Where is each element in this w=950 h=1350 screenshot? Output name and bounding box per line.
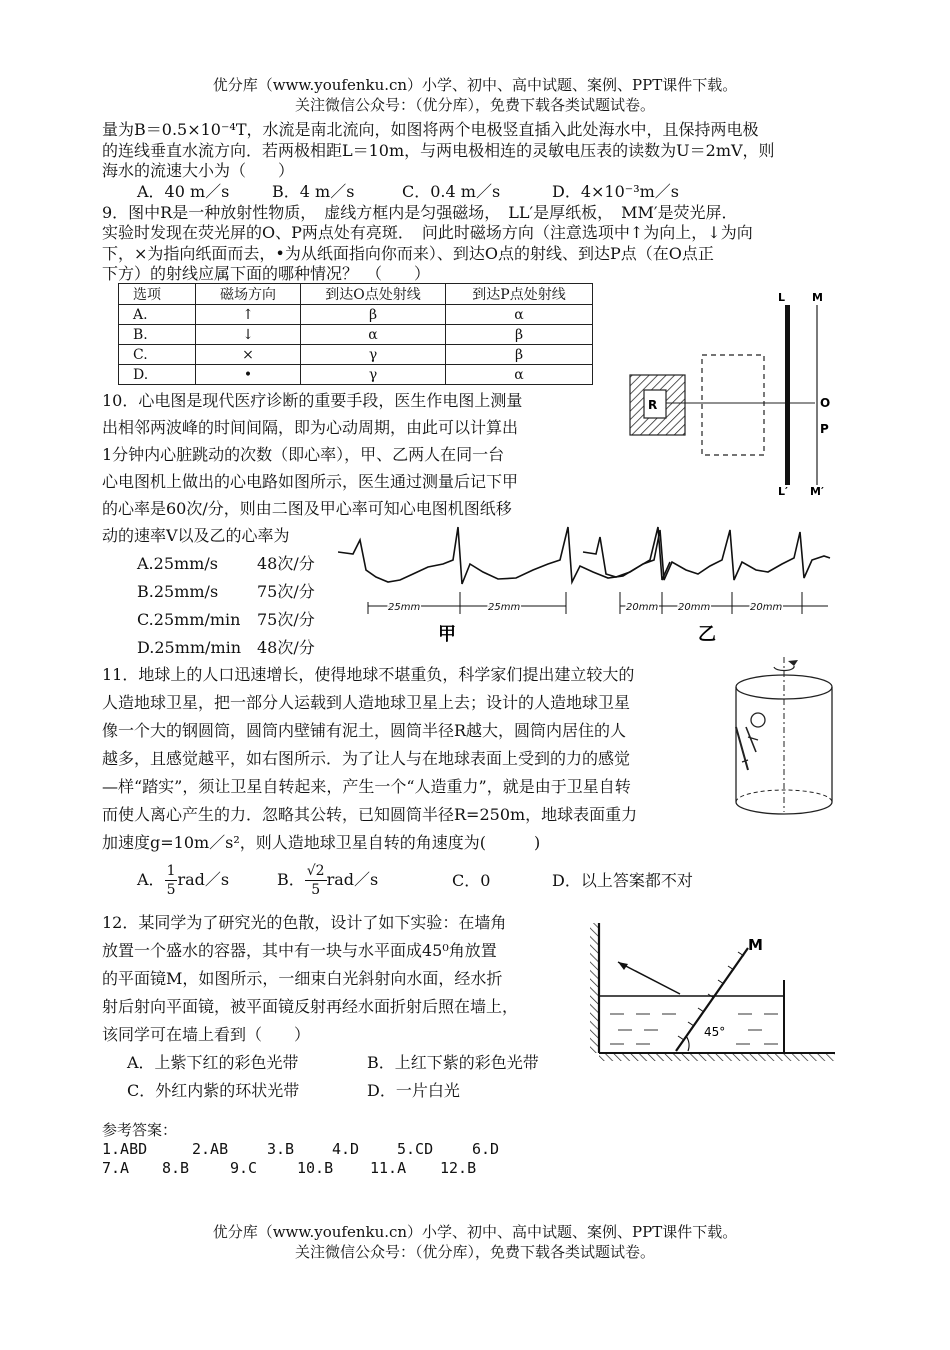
q11-line-4: 越多，且感觉越平，如右图所示．为了让人与在地球表面上受到的力的感觉	[102, 749, 631, 768]
q10-option-c-speed: C.25mm/min	[137, 610, 241, 629]
table-cell: α	[301, 325, 446, 345]
person-arm-icon	[748, 737, 758, 740]
q8-line-1: 量为B＝0.5×10⁻⁴T，水流是南北流向，如图将两个电极竖直插入此处海水中，且保持两电极	[102, 120, 759, 139]
header-line-2: 关注微信公众号：（优分库），免费下载各类试题试卷。	[294, 96, 655, 114]
table-cell: B.	[119, 325, 196, 345]
answer-item: 9.C	[230, 1159, 258, 1177]
unit: rad／s	[177, 870, 230, 889]
table-cell: γ	[301, 345, 446, 365]
label-l: L	[778, 291, 786, 304]
q11-line-5: —样“踏实”，须让卫星自转起来，产生一个“人造重力”，就是由于卫星自转	[102, 777, 631, 796]
label-l-prime: L′	[778, 485, 788, 498]
q9-line-1: 9．图中R是一种放射性物质， 虚线方框内是匀强磁场， LL′是厚纸板， MM′是荧光屏．	[102, 203, 738, 222]
answer-item: 4.D	[332, 1140, 360, 1158]
denominator: 5	[311, 882, 321, 898]
answer-item: 2.AB	[192, 1140, 229, 1158]
fraction	[305, 862, 327, 899]
table-cell: •	[196, 365, 301, 385]
q11-line-2: 人造地球卫星，把一部分人运载到人造地球卫星上去；设计的人造地球卫星	[102, 693, 631, 712]
dim-label-yi-2: 20mm	[678, 602, 711, 613]
q11-option-b-prefix: B．	[277, 870, 305, 889]
angle-arc	[686, 1036, 689, 1051]
q10-option-a-speed: A.25mm/s	[137, 554, 218, 573]
table-row	[119, 345, 593, 365]
cardboard-ll	[785, 305, 790, 485]
q12-line-3: 的平面镜M，如图所示，一细束白光斜射向水面，经水折	[102, 969, 503, 988]
q12-option-b: B．上红下紫的彩色光带	[367, 1053, 539, 1072]
q10-option-c-rate: 75次/分	[257, 610, 315, 629]
label-jia: 甲	[438, 624, 456, 645]
label-m: M	[748, 936, 763, 954]
q10-line-5: 的心率是60次/分，则由二图及甲心率可知心电图机图纸移	[102, 499, 512, 518]
q10-line-6: 动的速率V以及乙的心率为	[102, 526, 290, 545]
magnetic-field-region	[702, 355, 764, 455]
answer-item: 7.A	[102, 1159, 130, 1177]
label-o: O	[820, 396, 831, 410]
unit: rad／s	[326, 870, 379, 889]
q10-ecg-figure	[338, 522, 838, 654]
ecg-trace-yi	[583, 530, 830, 580]
label-yi: 乙	[698, 624, 716, 645]
answer-item: 5.CD	[397, 1140, 434, 1158]
dim-label-yi-3: 20mm	[750, 602, 783, 613]
angle-label: 45°	[704, 1025, 726, 1039]
table-header: 到达P点处射线	[446, 284, 593, 305]
table-header: 磁场方向	[196, 284, 301, 305]
q11-cylinder-figure	[728, 652, 840, 824]
label-m: M	[812, 291, 823, 304]
table-header: 选项	[119, 284, 196, 305]
table-cell: A.	[119, 305, 196, 325]
table-cell: C.	[119, 345, 196, 365]
q11-option-c: C．0	[452, 871, 491, 890]
q10-option-d-rate: 48次/分	[257, 638, 315, 657]
dim-label-yi-1: 20mm	[626, 602, 659, 613]
q11-line-6: 而使人离心产生的力．忽略其公转，已知圆筒半径R=250m，地球表面重力	[102, 805, 638, 824]
q12-line-1: 12．某同学为了研究光的色散，设计了如下实验：在墙角	[102, 913, 507, 932]
answers-title: 参考答案：	[102, 1121, 178, 1139]
table-row	[119, 365, 593, 385]
label-r: R	[648, 398, 658, 412]
wall-hatch	[590, 923, 598, 1053]
q12-option-d: D．一片白光	[367, 1081, 460, 1100]
q8-line-2: 的连线垂直水流方向．若两极相距L＝10m，与两电极相连的灵敏电压表的读数为U＝2mV，则	[102, 141, 775, 160]
arrowhead-icon	[618, 962, 628, 970]
q9-apparatus-figure	[620, 285, 840, 500]
q11-option-b	[277, 858, 378, 902]
arrowhead-icon	[788, 660, 798, 666]
fraction	[165, 862, 178, 899]
q10-line-4: 心电图机上做出的心电路如图所示，医生通过测量后记下甲	[102, 472, 519, 491]
answer-item: 10.B	[297, 1159, 334, 1177]
q11-line-3: 像一个大的钢圆筒，圆筒内壁铺有泥土，圆筒半径R越大，圆筒内居住的人	[102, 721, 627, 740]
answer-item: 12.B	[440, 1159, 477, 1177]
footer-line-2: 关注微信公众号：（优分库），免费下载各类试题试卷。	[294, 1243, 655, 1261]
q8-option-b: B．4 m／s	[272, 182, 355, 201]
q12-option-c: C．外红内紫的环状光带	[127, 1081, 300, 1100]
table-cell: D.	[119, 365, 196, 385]
dim-label-jia-1: 25mm	[388, 602, 421, 613]
q12-dispersion-figure	[588, 918, 838, 1064]
q10-option-a-rate: 48次/分	[257, 554, 315, 573]
q12-line-4: 射后射向平面镜，被平面镜反射再经水面折射后照在墙上，	[102, 997, 519, 1016]
q10-line-1: 10．心电图是现代医疗诊断的重要手段，医生作电图上测量	[102, 391, 523, 410]
table-cell: ↑	[196, 305, 301, 325]
table-row	[119, 325, 593, 345]
q8-line-3: 海水的流速大小为（ ）	[102, 161, 295, 180]
q12-option-a: A．上紫下红的彩色光带	[127, 1053, 299, 1072]
q11-option-a-prefix: A．	[137, 870, 165, 889]
answer-item: 1.ABD	[102, 1140, 148, 1158]
q10-option-b-rate: 75次/分	[257, 582, 315, 601]
answer-item: 6.D	[472, 1140, 500, 1158]
table-row	[119, 305, 593, 325]
incident-light	[618, 962, 680, 994]
q9-line-4: 下方）的射线应属下面的哪种情况？ （ ）	[102, 264, 431, 283]
q9-line-2: 实验时发现在荧光屏的O、P两点处有亮斑． 问此时磁场方向（注意选项中↑为向上，↓为向	[102, 223, 753, 242]
q12-line-5: 该同学可在墙上看到（ ）	[102, 1025, 311, 1044]
q8-option-a: A．40 m／s	[137, 182, 230, 201]
numerator: 1	[166, 863, 176, 879]
table-cell: α	[446, 365, 593, 385]
q9-line-3: 下，×为指向纸面而去，•为从纸面指向你而来）、到达O点的射线、到达P点（在O点正	[102, 244, 714, 263]
ground-hatch	[599, 1053, 835, 1061]
q12-line-2: 放置一个盛水的容器，其中有一块与水平面成45⁰角放置	[102, 941, 497, 960]
label-m-prime: M′	[810, 485, 824, 498]
q8-option-d: D．4×10⁻³m／s	[552, 182, 680, 201]
table-cell: β	[446, 325, 593, 345]
header-line-1: 优分库（www.youfenku.cn）小学、初中、高中试题、案例、PPT课件下载。	[212, 76, 738, 94]
q10-option-b-speed: B.25mm/s	[137, 582, 219, 601]
answer-item: 8.B	[162, 1159, 190, 1177]
table-cell: β	[301, 305, 446, 325]
person-legs-icon	[736, 727, 748, 770]
q11-line-7: 加速度g=10m／s²，则人造地球卫星自转的角速度为( )	[102, 833, 541, 852]
q8-option-c: C．0.4 m／s	[402, 182, 501, 201]
table-header-row	[119, 284, 593, 305]
numerator: √2	[306, 863, 325, 879]
table-cell: γ	[301, 365, 446, 385]
q10-line-2: 出相邻两波峰的时间间隔，即为心动周期，由此可以计算出	[102, 418, 519, 437]
dim-label-jia-2: 25mm	[488, 602, 521, 613]
q10-option-d-speed: D.25mm/min	[137, 638, 242, 657]
water-dashes	[610, 1014, 778, 1044]
answer-item: 3.B	[267, 1140, 295, 1158]
table-cell: ↓	[196, 325, 301, 345]
q10-line-3: 1分钟内心脏跳动的次数（即心率），甲、乙两人在同一台	[102, 445, 505, 464]
answer-item: 11.A	[370, 1159, 407, 1177]
label-p: P	[820, 422, 829, 436]
table-cell: ×	[196, 345, 301, 365]
denominator: 5	[166, 882, 176, 898]
table-cell: α	[446, 305, 593, 325]
q11-line-1: 11．地球上的人口迅速增长，使得地球不堪重负，科学家们提出建立较大的	[102, 665, 635, 684]
q9-options-table	[118, 283, 593, 385]
table-cell: β	[446, 345, 593, 365]
q11-option-a	[137, 858, 229, 902]
q11-option-d: D．以上答案都不对	[552, 871, 693, 890]
footer-line-1: 优分库（www.youfenku.cn）小学、初中、高中试题、案例、PPT课件下载。	[212, 1223, 738, 1241]
person-head-icon	[751, 713, 765, 727]
table-header: 到达O点处射线	[301, 284, 446, 305]
